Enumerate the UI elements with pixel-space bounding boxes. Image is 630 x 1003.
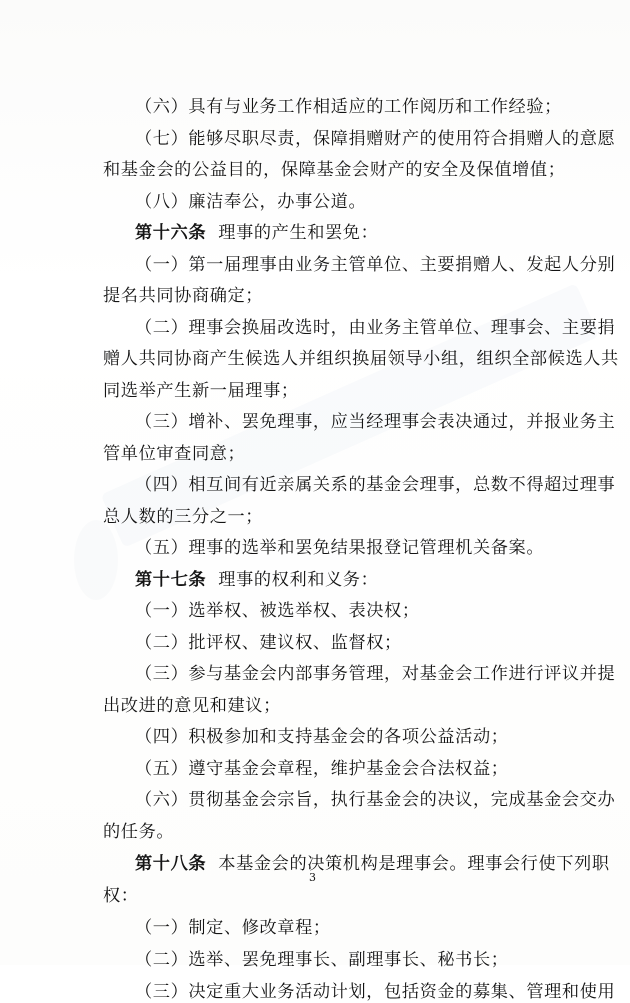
paragraph-line: （二）理事会换届改选时，由业务主管单位、理事会、主要捐 [135, 318, 616, 338]
paragraph-line: （一）第一届理事由业务主管单位、主要捐赠人、发起人分别 [135, 255, 616, 275]
paragraph-line: （三）参与基金会内部事务管理，对基金会工作进行评议并提 [135, 664, 616, 684]
article-number: 第十八条 [135, 854, 207, 874]
paragraph-line: （八）廉洁奉公，办事公道。 [135, 192, 367, 212]
paragraph-line: （四）相互间有近亲属关系的基金会理事，总数不得超过理事 [135, 475, 616, 495]
paragraph-line: （四）积极参加和支持基金会的各项公益活动； [135, 727, 509, 747]
paragraph-line: （三）增补、罢免理事，应当经理事会表决通过，并报业务主 [135, 412, 616, 432]
paragraph-line: （一）选举权、被选举权、表决权； [135, 601, 420, 621]
paragraph-line: 权： [103, 886, 139, 906]
paragraph-line: 赠人共同协商产生候选人并组织换届领导小组，组织全部候选人共 [103, 349, 619, 369]
paragraph-line: （五）遵守基金会章程，维护基金会合法权益； [135, 759, 509, 779]
article-title: 理事的产生和罢免： [218, 223, 379, 243]
paragraph-line: （六）具有与业务工作相适应的工作阅历和工作经验； [135, 97, 562, 117]
paragraph-line: 的任务。 [103, 822, 175, 842]
article-title: 本基金会的决策机构是理事会。理事会行使下列职 [218, 854, 610, 874]
paragraph-line: （二）选举、罢免理事长、副理事长、秘书长； [135, 950, 509, 970]
paragraph-line: 管单位审查同意； [103, 444, 246, 464]
article-number: 第十六条 [135, 223, 207, 243]
paragraph-line: 出改进的意见和建议； [103, 696, 281, 716]
paragraph-line: （二）批评权、建议权、监督权； [135, 633, 402, 653]
article-heading [135, 222, 378, 244]
article-title: 理事的权利和义务： [218, 570, 379, 590]
paragraph-line: （三）决定重大业务活动计划，包括资金的募集、管理和使用 [135, 982, 616, 1002]
paragraph-line: 提名共同协商确定； [103, 286, 264, 306]
paragraph-line: 和基金会的公益目的，保障基金会财产的安全及保值增值； [103, 160, 566, 180]
paragraph-line: （六）贯彻基金会宗旨，执行基金会的决议，完成基金会交办 [135, 790, 616, 810]
article-number: 第十七条 [135, 570, 207, 590]
paragraph-line: （七）能够尽职尽责，保障捐赠财产的使用符合捐赠人的意愿 [135, 129, 616, 149]
page-number: 3 [309, 871, 316, 884]
paragraph-line: （五）理事的选举和罢免结果报登记管理机关备案。 [135, 538, 545, 558]
paragraph-line: （一）制定、修改章程； [135, 918, 331, 938]
article-heading [135, 853, 610, 875]
paragraph-line: 总人数的三分之一； [103, 507, 264, 527]
article-heading [135, 569, 378, 591]
paragraph-line: 同选举产生新一届理事； [103, 381, 299, 401]
